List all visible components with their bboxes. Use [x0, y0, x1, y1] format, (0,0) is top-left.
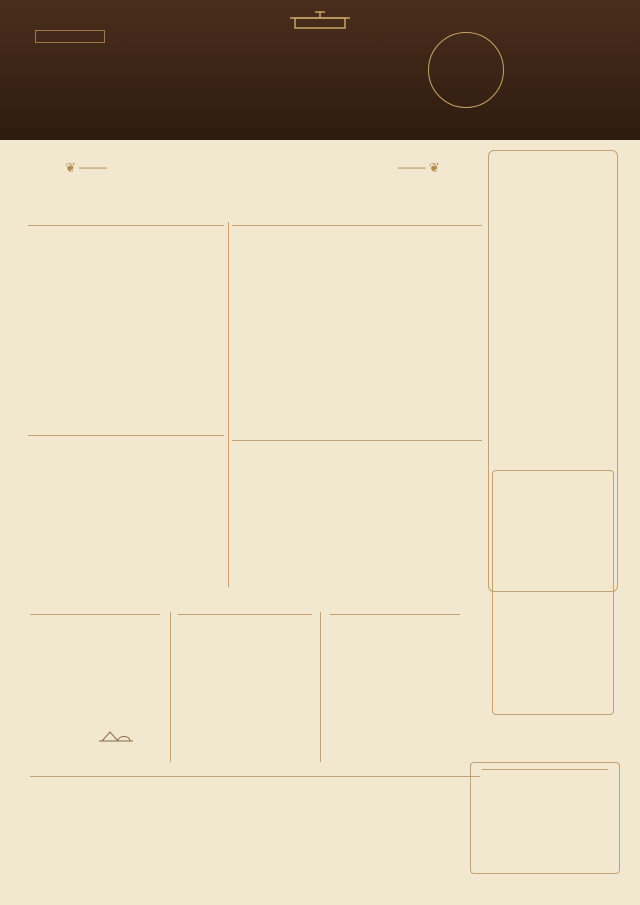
menu-item	[32, 564, 210, 582]
menu-item	[236, 417, 476, 435]
menu-item	[236, 352, 476, 370]
menu-item	[32, 322, 210, 340]
menu-item	[32, 296, 210, 314]
menu-item	[478, 797, 604, 815]
menu-item	[32, 498, 210, 516]
menu-item	[32, 454, 210, 472]
boards-divider-2	[320, 612, 321, 762]
cheese-board-icon	[96, 725, 136, 745]
boards-divider-1	[170, 612, 171, 762]
menu-item	[340, 853, 448, 871]
menu-item	[332, 712, 466, 730]
menu-item	[236, 374, 476, 392]
menu-item	[32, 476, 210, 494]
menu-item	[236, 266, 476, 284]
menu-item	[340, 833, 448, 851]
cheese-title	[30, 611, 160, 615]
menu-item	[190, 853, 312, 871]
menu-item	[478, 816, 604, 834]
terrines-title	[330, 611, 460, 615]
menu-item	[236, 244, 476, 262]
menu-item	[236, 502, 476, 520]
ritual-badge	[35, 30, 105, 43]
column-divider	[228, 222, 229, 587]
menu-item	[236, 330, 476, 348]
menu-item	[32, 244, 210, 262]
menu-item	[236, 480, 476, 498]
menu-item	[236, 309, 476, 327]
menu-item	[32, 712, 158, 730]
ritual-panel	[492, 470, 614, 715]
charcuterie-title	[178, 611, 312, 615]
menu-item	[340, 813, 448, 831]
desserts-title	[482, 766, 608, 770]
menu-item	[182, 712, 310, 730]
header-banner	[0, 0, 640, 140]
menu-item	[236, 524, 476, 542]
menu-item	[32, 400, 210, 418]
menu-item	[32, 542, 210, 560]
section-title-sides	[232, 437, 482, 441]
drinks-title	[30, 773, 480, 777]
menu-item	[236, 568, 476, 586]
cooking-pot-icon	[270, 6, 370, 32]
menu-item	[32, 348, 210, 366]
menu-item	[190, 833, 312, 851]
menu-item	[236, 287, 476, 305]
menu-item	[236, 458, 476, 476]
menu-item	[35, 813, 165, 831]
section-title-sea	[28, 432, 224, 436]
menu-item	[236, 395, 476, 413]
section-title-mains	[232, 222, 482, 226]
menu-item	[35, 833, 165, 851]
menu-item	[35, 853, 165, 871]
menu-item	[478, 835, 604, 853]
ornament-right-icon: ─── ❦	[398, 160, 440, 175]
menu-item	[236, 546, 476, 564]
menu-item	[478, 854, 604, 872]
menu-item	[190, 813, 312, 831]
menu-item	[32, 374, 210, 392]
section-title-starters	[28, 222, 224, 226]
menu-item	[32, 520, 210, 538]
menu-item	[32, 270, 210, 288]
a-table-seal	[428, 32, 504, 108]
ornament-left-icon: ❦ ───	[65, 160, 107, 175]
